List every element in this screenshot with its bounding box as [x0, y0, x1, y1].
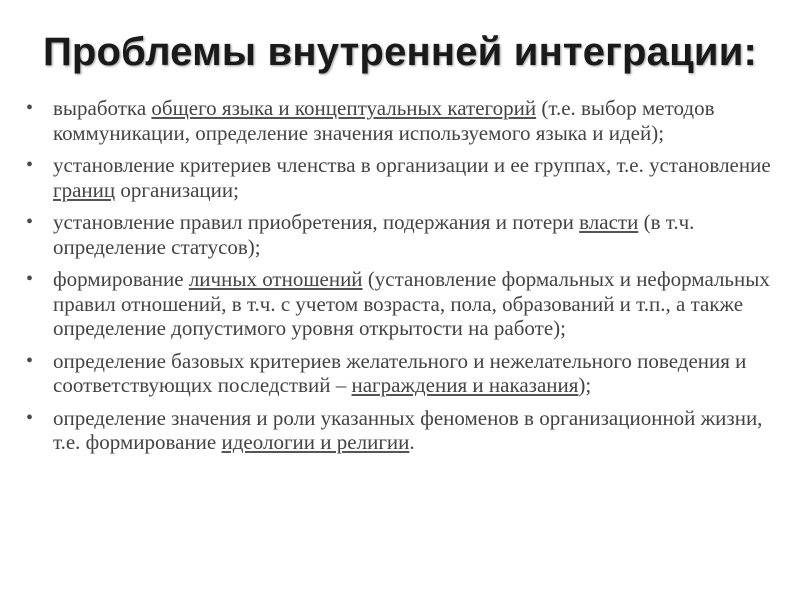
- bullet-icon: •: [26, 406, 34, 429]
- item-text-before: формирование: [53, 267, 189, 291]
- item-text-underlined: личных отношений: [188, 267, 363, 291]
- bullet-icon: •: [26, 211, 34, 233]
- bullet-list: [26, 96, 782, 463]
- item-text-underlined: власти: [579, 210, 639, 234]
- list-item: [26, 349, 782, 398]
- item-text-after: (в т.ч. определение статусов);: [53, 210, 695, 259]
- bullet-icon: •: [26, 268, 34, 290]
- item-text-underlined: границ: [53, 177, 116, 202]
- list-item: [26, 267, 782, 341]
- item-text-before: установление правил приобретения, подержания и потери: [53, 210, 580, 234]
- item-text-before: выработка: [53, 96, 152, 120]
- slide-title: Проблемы внутренней интеграции:: [42, 30, 758, 74]
- item-text-after: (т.е. выбор методов коммуникации, определение значения используемого языка и идей);: [53, 96, 715, 145]
- item-text-after: организации;: [115, 177, 239, 202]
- list-item: [26, 153, 782, 202]
- list-item: [26, 406, 782, 455]
- item-text-before: установление критериев членства в организации и ее группах, т.е. установление: [53, 153, 771, 177]
- item-text-underlined: общего языка и концептуальных категорий: [151, 96, 537, 120]
- item-text-after: (установление формальных и неформальных правил отношений, в т.ч. с учетом возраста, пола, образований и т.п., а также определение допустимого уровня открытости на работе);: [53, 267, 770, 340]
- item-text-underlined: идеологии и религии: [221, 430, 410, 454]
- list-item: [26, 210, 782, 259]
- list-item: [26, 96, 782, 145]
- item-text-underlined: награждения и наказания: [351, 373, 579, 397]
- item-text-before: определение базовых критериев желательного и нежелательного поведения и соответствующих последствий –: [53, 348, 747, 397]
- bullet-icon: •: [26, 97, 34, 119]
- bullet-icon: •: [26, 154, 34, 176]
- item-text-after: );: [578, 373, 592, 397]
- bullet-icon: •: [26, 349, 34, 372]
- item-text-before: определение значения и роли указанных феноменов в организационной жизни, т.е. формирование: [53, 405, 763, 454]
- item-text-after: .: [409, 430, 415, 454]
